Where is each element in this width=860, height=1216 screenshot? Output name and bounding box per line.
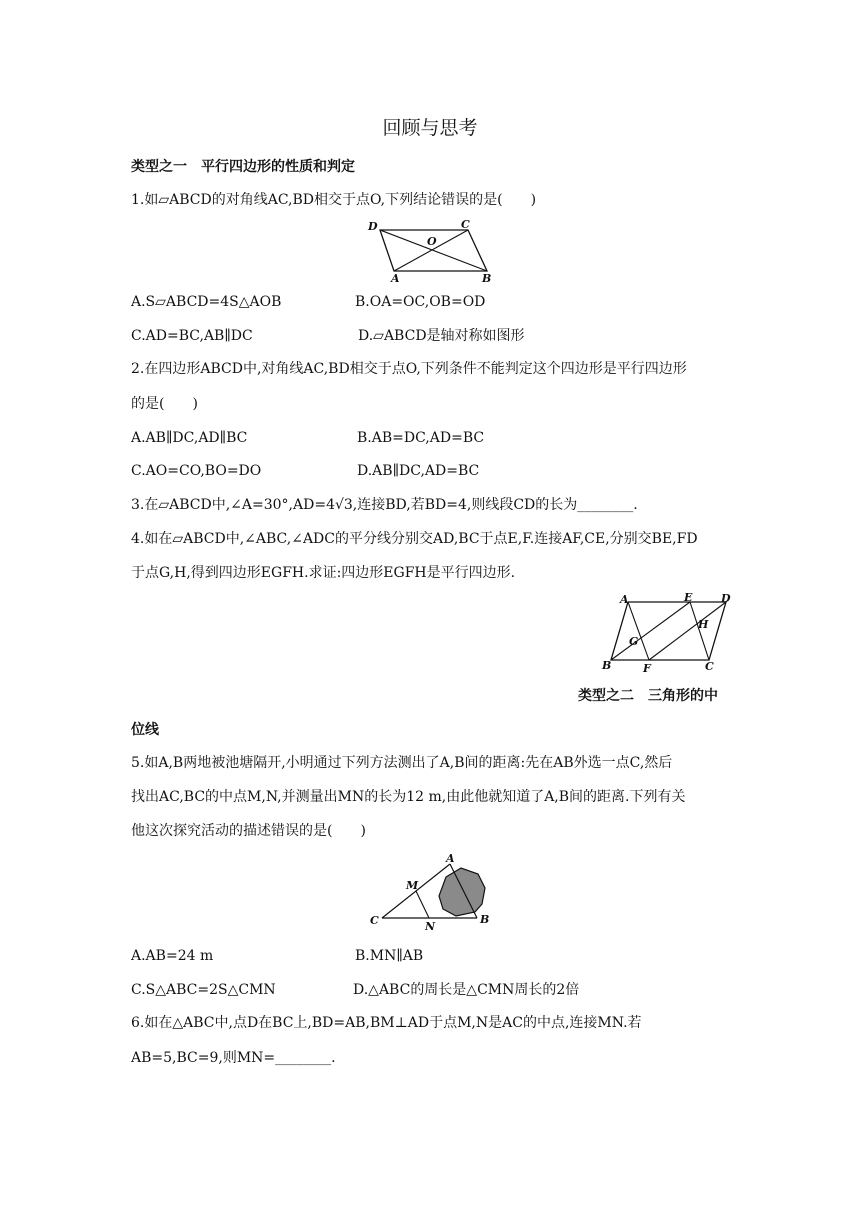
question-2-stem-line-2: 的是( ) — [131, 396, 198, 412]
section-heading-2-part-2: 位线 — [131, 722, 159, 738]
fig4-label-h: H — [698, 618, 709, 631]
question-5-line-2: 找出AC,BC的中点M,N,并测量出MN的长为12 m,由此他就知道了A,B间的距离.下列有关 — [131, 789, 686, 805]
question-2-option-d: D.AB∥DC,AD=BC — [357, 463, 480, 479]
question-4-figure — [596, 590, 738, 676]
question-1-option-c: C.AD=BC,AB∥DC — [131, 328, 253, 344]
question-6-line-1: 6.如在△ABC中,点D在BC上,BD=AB,BM⊥AD于点M,N是AC的中点,连接MN.若 — [131, 1015, 642, 1031]
question-1-option-d: D.▱ABCD是轴对称如图形 — [358, 328, 525, 344]
question-6-line-2: AB=5,BC=9,则MN=________. — [131, 1050, 336, 1066]
question-5-option-b: B.MN∥AB — [355, 948, 424, 964]
fig5-label-n: N — [425, 920, 436, 933]
question-2-option-b: B.AB=DC,AD=BC — [357, 430, 485, 446]
question-1-option-b: B.OA=OC,OB=OD — [355, 294, 486, 310]
fig4-label-a: A — [620, 593, 629, 606]
fig1-label-d: D — [368, 220, 378, 233]
fig5-label-b: B — [480, 913, 490, 926]
fig5-label-m: M — [406, 879, 419, 892]
section-heading-1: 类型之一 平行四边形的性质和判定 — [131, 159, 355, 175]
fig5-label-c: C — [370, 914, 379, 927]
question-3: 3.在▱ABCD中,∠A=30°,AD=4√3,连接BD,若BD=4,则线段CD的长为________. — [131, 497, 638, 513]
fig5-label-a: A — [446, 852, 455, 865]
question-5-figure — [366, 850, 496, 936]
fig4-label-c: C — [705, 660, 714, 673]
question-5-line-1: 5.如A,B两地被池塘隔开,小明通过下列方法测出了A,B间的距离:先在AB外选一点C,然后 — [131, 755, 673, 771]
question-2-option-c: C.AO=CO,BO=DO — [131, 463, 262, 479]
question-5-line-3: 他这次探究活动的描述错误的是( ) — [131, 823, 366, 839]
question-1-stem: 1.如▱ABCD的对角线AC,BD相交于点O,下列结论错误的是( ) — [131, 192, 537, 208]
fig4-label-g: G — [629, 635, 639, 648]
question-4-line-2: 于点G,H,得到四边形EGFH.求证:四边形EGFH是平行四边形. — [131, 565, 516, 581]
question-1-figure — [365, 218, 495, 284]
question-5-option-a: A.AB=24 m — [131, 948, 214, 964]
fig4-label-d: D — [721, 592, 731, 605]
fig1-label-a: A — [391, 272, 400, 284]
question-2-stem-line-1: 2.在四边形ABCD中,对角线AC,BD相交于点O,下列条件不能判定这个四边形是平行四边形 — [131, 361, 687, 377]
fig4-label-b: B — [602, 659, 612, 672]
fig1-label-c: C — [461, 218, 470, 231]
question-2-option-a: A.AB∥DC,AD∥BC — [131, 430, 248, 446]
question-4-line-1: 4.如在▱ABCD中,∠ABC,∠ADC的平分线分别交AD,BC于点E,F.连接AF,CE,分别交BE,FD — [131, 531, 698, 547]
section-heading-2-part-1: 类型之二 三角形的中 — [578, 688, 718, 704]
question-5-option-c: C.S△ABC=2S△CMN — [131, 982, 276, 998]
fig4-label-e: E — [684, 591, 693, 604]
fig1-label-o: O — [427, 235, 437, 248]
question-1-option-a: A.S▱ABCD=4S△AOB — [131, 294, 282, 310]
fig4-label-f: F — [643, 662, 651, 675]
fig1-label-b: B — [482, 272, 492, 284]
question-5-option-d: D.△ABC的周长是△CMN周长的2倍 — [353, 982, 580, 998]
page-title: 回顾与思考 — [382, 117, 478, 139]
